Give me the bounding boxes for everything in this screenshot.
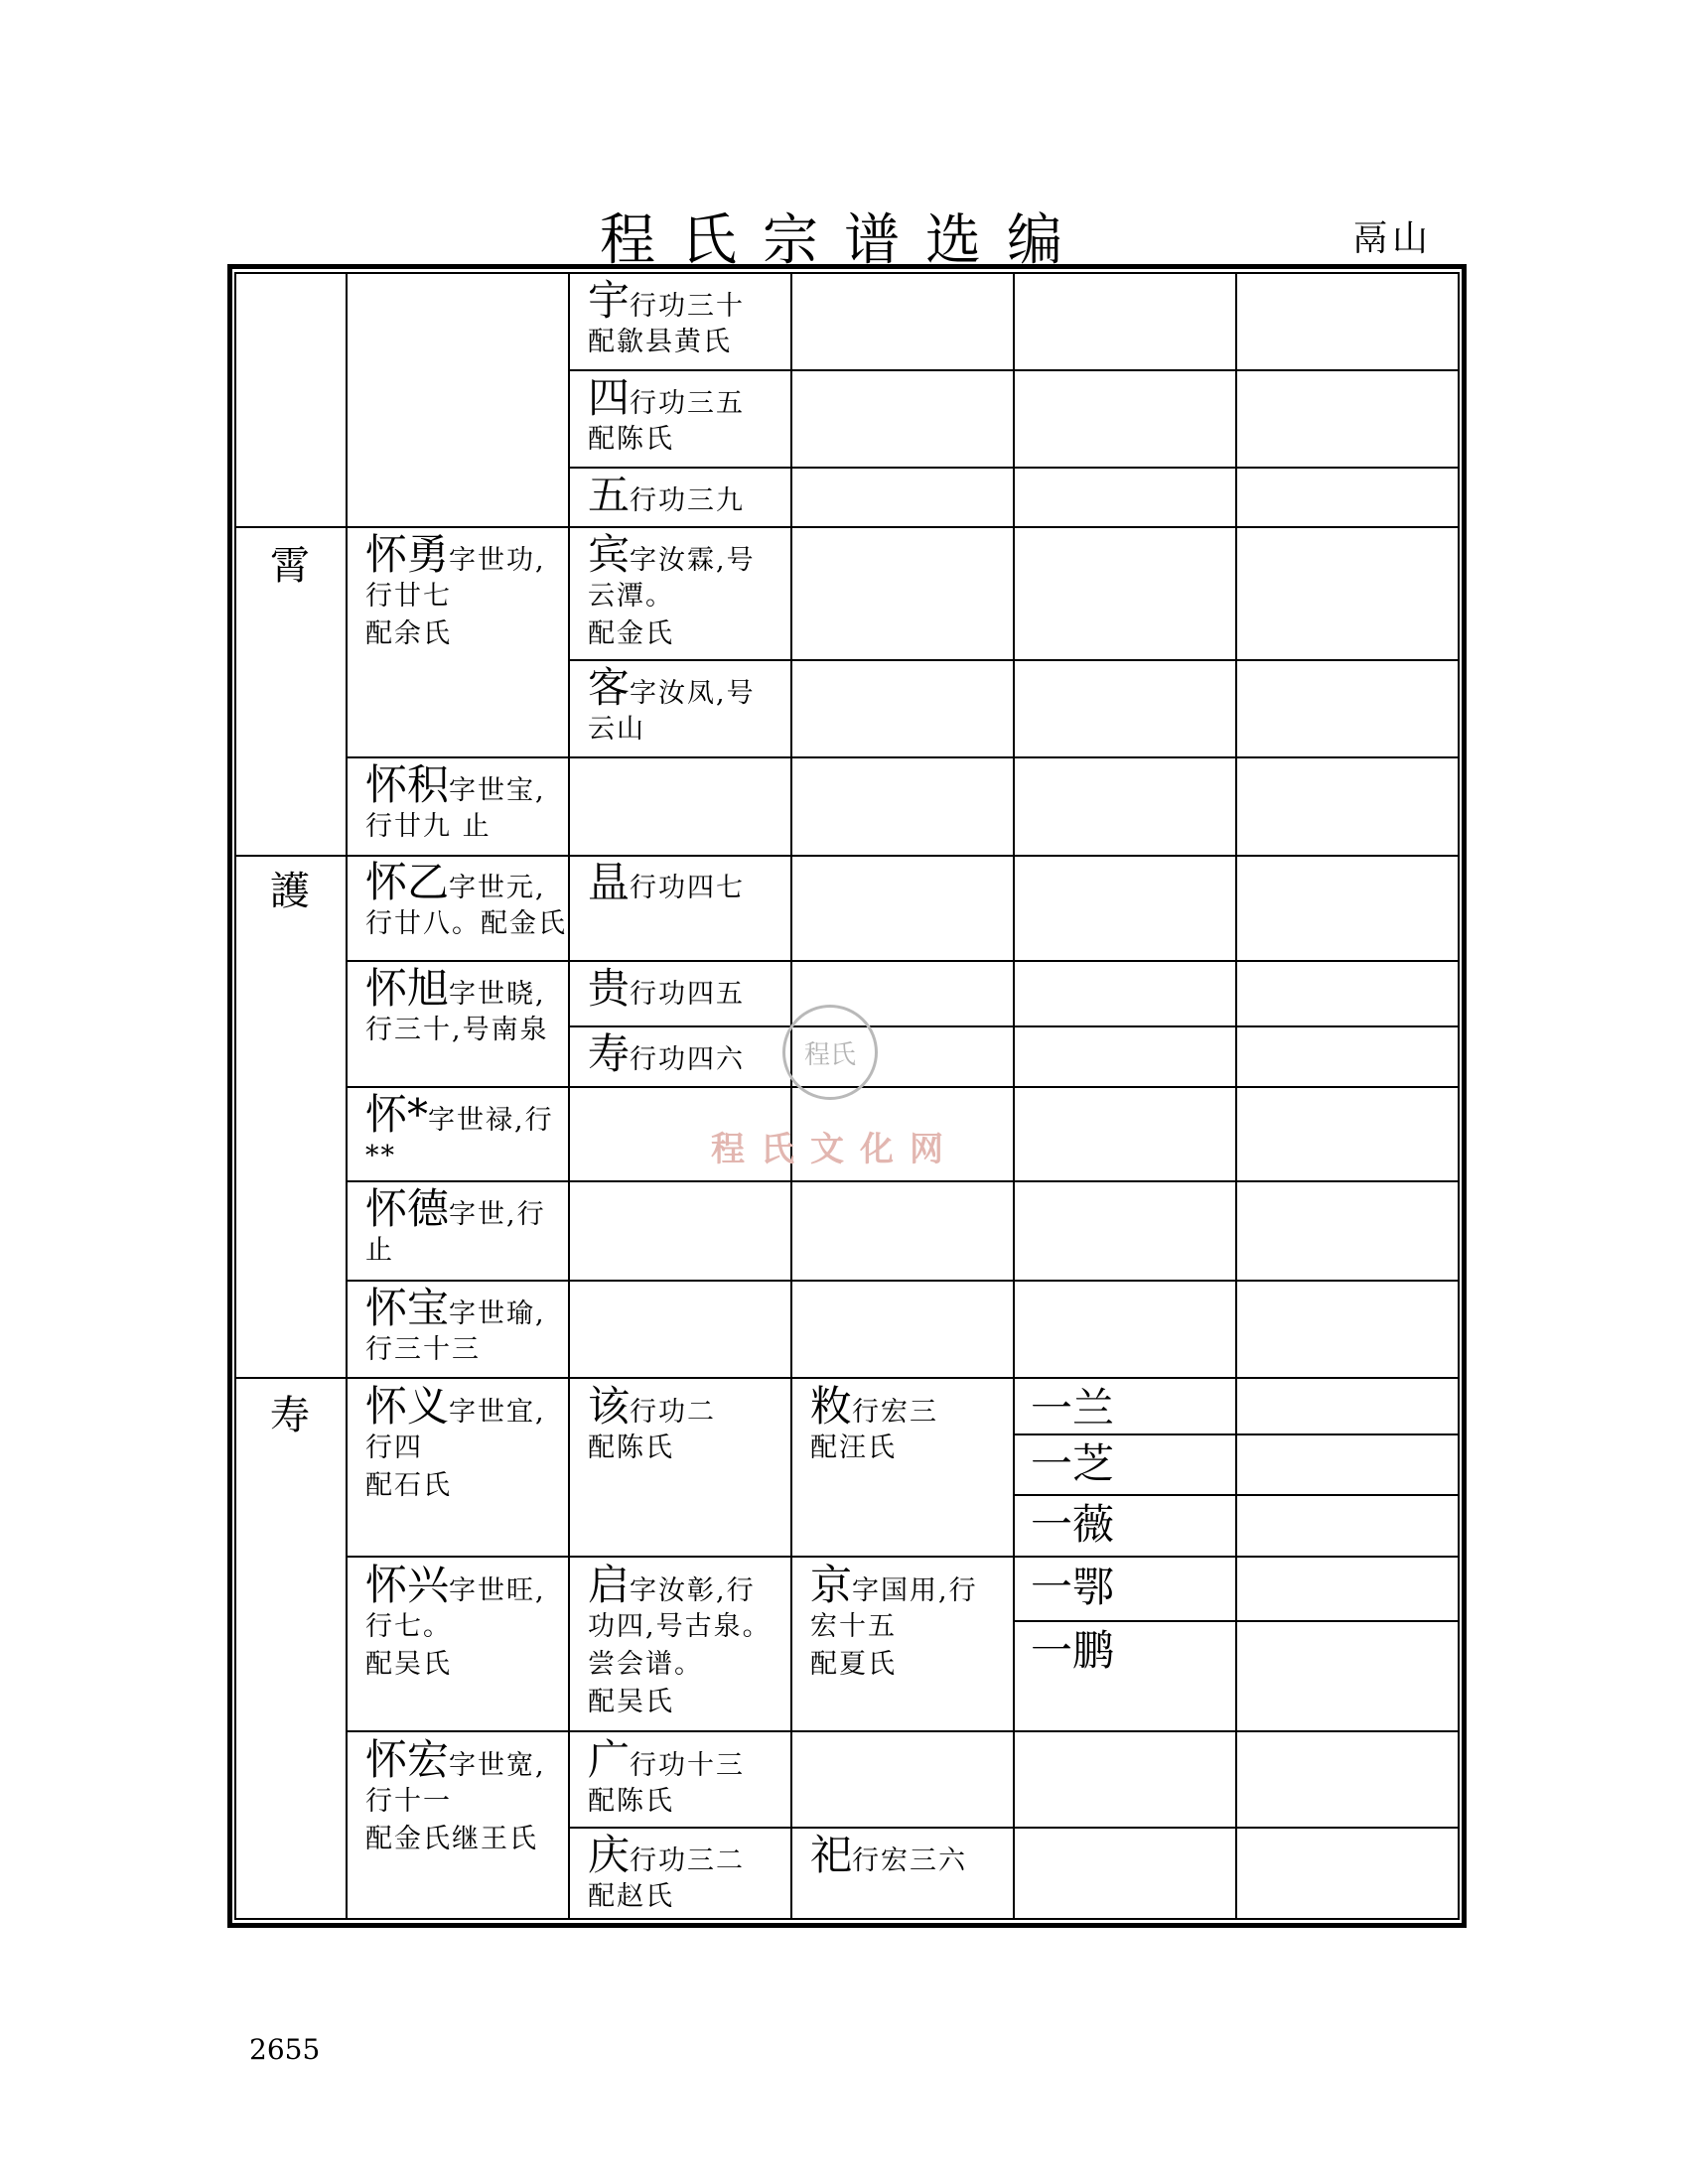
person-entry: 怀德字世,行 止 (365, 1184, 546, 1266)
person-name: 一兰 (1031, 1384, 1115, 1433)
person-entry: 怀积字世宝, 行廿九 止 (365, 760, 546, 842)
person-entry: 广行功十三 配陈氏 (588, 1735, 746, 1817)
person-entry: 祀行宏三六 (810, 1831, 968, 1879)
row-line (346, 1730, 1460, 1732)
column-line (1013, 272, 1015, 1920)
person-name: 贵 (588, 964, 631, 1013)
person-name: 祀 (810, 1831, 853, 1879)
person-name: 怀* (365, 1090, 429, 1139)
person-entry: 宇行功三十 配歙县黄氏 (588, 276, 746, 357)
person-name: 一薇 (1031, 1500, 1115, 1549)
person-entry: 怀宝字世瑜, 行三十三 (365, 1284, 546, 1365)
person-name: 客 (588, 663, 631, 712)
person-name: 怀宝 (365, 1284, 450, 1332)
page-number: 2655 (249, 2033, 321, 2066)
row-line (346, 756, 1460, 758)
row-line (234, 1377, 1460, 1379)
row-line (1013, 1433, 1460, 1435)
person-entry: 昷行功四七 (588, 858, 746, 906)
person-name: 昷 (588, 858, 631, 906)
row-line (346, 1180, 1460, 1182)
person-name: 怀勇 (365, 530, 450, 579)
person-name: 怀宏 (365, 1735, 450, 1784)
row-line (568, 1025, 1460, 1027)
person-name: 怀乙 (365, 858, 450, 906)
person-name: 京 (810, 1561, 853, 1609)
column-line (1235, 272, 1237, 1920)
row-line (568, 369, 1460, 371)
person-entry: 寿行功四六 (588, 1029, 746, 1078)
watermark-seal: 程氏 (782, 1005, 878, 1100)
row-line (346, 1280, 1460, 1282)
row-line (1013, 1494, 1460, 1496)
person-entry: 该行功二 配陈氏 (588, 1382, 717, 1463)
generation-char: 寿 (270, 1393, 310, 1438)
person-entry: 怀义字世宜, 行四 配石氏 (365, 1382, 546, 1501)
person-name: 启 (588, 1561, 631, 1609)
row-line (234, 855, 1460, 857)
row-line (568, 659, 1460, 661)
person-entry: 怀*字世禄,行 ** (365, 1090, 554, 1171)
person-entry: 贵行功四五 (588, 964, 746, 1013)
row-line (346, 1556, 1460, 1558)
person-entry: 怀兴字世旺, 行七。 配吴氏 (365, 1561, 546, 1680)
person-entry: 京字国用,行 宏十五 配夏氏 (810, 1561, 978, 1680)
person-entry: 怀勇字世功, 行廿七 配余氏 (365, 530, 546, 649)
person-entry: 怀宏字世宽, 行十一 配金氏继王氏 (365, 1735, 546, 1854)
person-entry: 五行功三九 (588, 471, 746, 519)
person-entry: 四行功三五 配陈氏 (588, 373, 746, 455)
row-line (1013, 1620, 1460, 1622)
person-name: 一鹏 (1031, 1626, 1115, 1675)
person-name: 广 (588, 1735, 631, 1784)
person-name: 四 (588, 373, 631, 422)
person-entry: 启字汝彰,行 功四,号古泉。 尝会谱。 配吴氏 (588, 1561, 772, 1717)
place-label: 鬲山 (1352, 218, 1433, 259)
person-name: 怀义 (365, 1382, 450, 1431)
person-name: 宾 (588, 530, 631, 579)
person-name: 一芝 (1031, 1439, 1115, 1488)
row-line (346, 960, 1460, 962)
person-name: 庆 (588, 1831, 631, 1879)
person-entry: 客字汝凤,号 云山 (588, 663, 756, 745)
person-name: 五 (588, 471, 631, 519)
person-entry: 怀乙字世元, 行廿八。配金氏 (365, 858, 567, 939)
person-entry: 宾字汝霖,号 云潭。 配金氏 (588, 530, 756, 649)
column-line (346, 272, 348, 1920)
row-line (568, 467, 1460, 469)
person-name: 怀德 (365, 1184, 450, 1233)
person-name: 敉 (810, 1382, 853, 1431)
person-name: 宇 (588, 276, 631, 325)
generation-char: 霄 (270, 543, 310, 589)
person-entry: 敉行宏三 配汪氏 (810, 1382, 939, 1463)
row-line (346, 1086, 1460, 1088)
generation-char: 護 (270, 869, 310, 914)
person-name: 怀兴 (365, 1561, 450, 1609)
person-entry: 庆行功三二 配赵氏 (588, 1831, 746, 1912)
row-line (568, 1827, 1460, 1829)
row-line (234, 526, 1460, 528)
page-title: 程氏宗谱选编 (600, 208, 1088, 273)
person-name: 寿 (588, 1029, 631, 1078)
column-line (790, 272, 792, 1920)
person-name: 该 (588, 1382, 631, 1431)
person-name: 怀积 (365, 760, 450, 809)
person-entry: 怀旭字世晓, 行三十,号南泉 (365, 964, 549, 1045)
watermark-text: 程氏文化网 (711, 1130, 959, 1169)
person-name: 一鄂 (1031, 1563, 1115, 1611)
column-line (568, 272, 570, 1920)
person-name: 怀旭 (365, 964, 450, 1013)
